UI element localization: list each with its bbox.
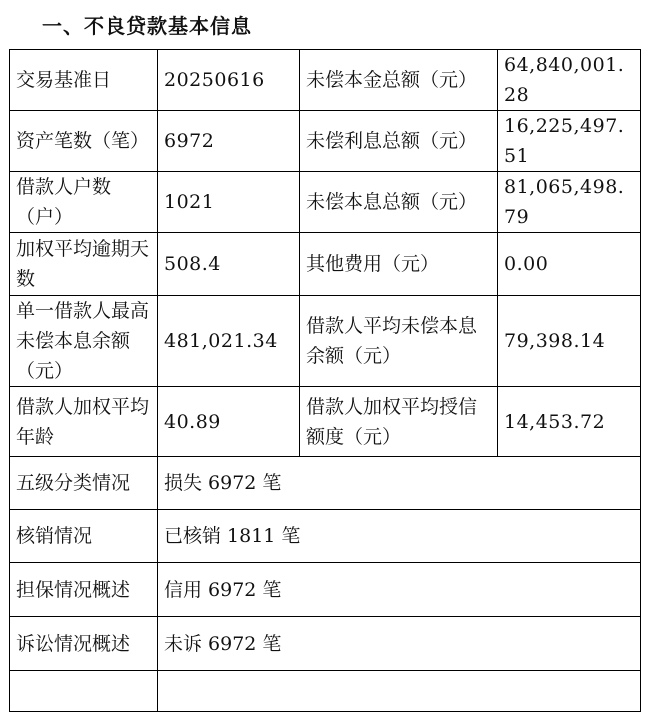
table-row: [10, 111, 641, 172]
value-cell: 79,398.14: [498, 296, 641, 387]
value-cell: 0.00: [498, 233, 641, 296]
table-row: [10, 296, 641, 387]
value-cell: 6972: [158, 111, 300, 172]
label-cell: 借款人平均未偿本息余额（元）: [300, 296, 498, 387]
value-cell: 损失 6972 笔: [158, 457, 641, 510]
value-cell: 16,225,497.51: [498, 111, 641, 172]
value-cell: 481,021.34: [158, 296, 300, 387]
value-cell: 未诉 6972 笔: [158, 617, 641, 671]
table-row: [10, 510, 641, 563]
label-cell: 资产笔数（笔）: [10, 111, 158, 172]
section-title: 一、不良贷款基本信息: [42, 14, 252, 38]
value-cell: 20250616: [158, 50, 300, 111]
label-cell: 担保情况概述: [10, 563, 158, 617]
label-cell: 其他费用（元）: [300, 233, 498, 296]
value-cell: 已核销 1811 笔: [158, 510, 641, 563]
label-cell: 加权平均逾期天数: [10, 233, 158, 296]
table-row: [10, 233, 641, 296]
table-row: [10, 617, 641, 671]
label-cell: 单一借款人最高未偿本息余额（元）: [10, 296, 158, 387]
table-row: [10, 387, 641, 457]
table-row: [10, 671, 641, 712]
value-cell: [158, 671, 641, 712]
value-cell: 信用 6972 笔: [158, 563, 641, 617]
table-row: [10, 172, 641, 233]
value-cell: 64,840,001.28: [498, 50, 641, 111]
table-row: [10, 50, 641, 111]
label-cell: 核销情况: [10, 510, 158, 563]
label-cell: 诉讼情况概述: [10, 617, 158, 671]
value-cell: 81,065,498.79: [498, 172, 641, 233]
label-cell: 借款人户数（户）: [10, 172, 158, 233]
table-row: [10, 563, 641, 617]
value-cell: 14,453.72: [498, 387, 641, 457]
value-cell: 40.89: [158, 387, 300, 457]
label-cell: 借款人加权平均授信额度（元）: [300, 387, 498, 457]
label-cell: 未偿本金总额（元）: [300, 50, 498, 111]
value-cell: 1021: [158, 172, 300, 233]
label-cell: 交易基准日: [10, 50, 158, 111]
label-cell: 借款人加权平均年龄: [10, 387, 158, 457]
table-row: [10, 457, 641, 510]
loan-info-table: [9, 49, 641, 712]
label-cell: [10, 671, 158, 712]
label-cell: 未偿利息总额（元）: [300, 111, 498, 172]
value-cell: 508.4: [158, 233, 300, 296]
label-cell: 未偿本息总额（元）: [300, 172, 498, 233]
label-cell: 五级分类情况: [10, 457, 158, 510]
